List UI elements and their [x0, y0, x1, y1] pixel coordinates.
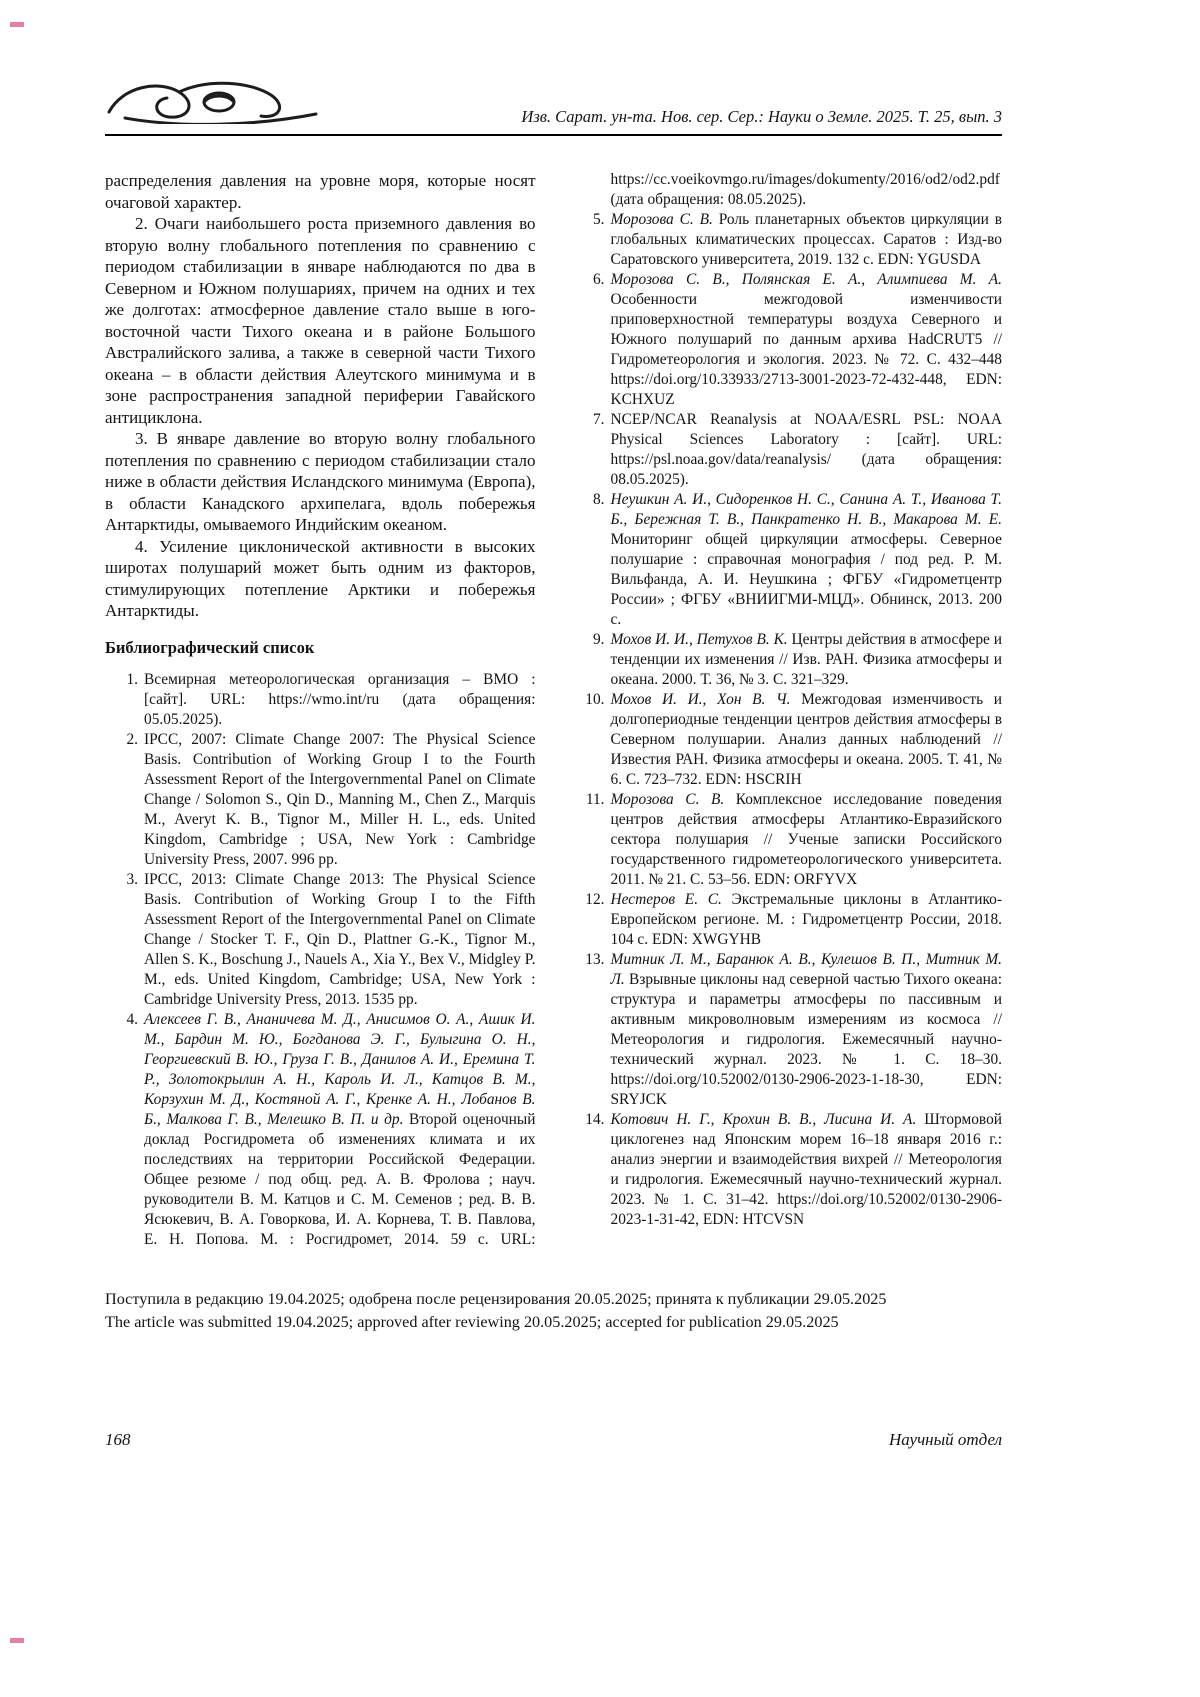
reference-text: IPCC, 2013: Climate Change 2013: The Physical Science Basis. Contribution of Working Group I to the Fifth Assessment Report of the Intergovernmental Panel on Climate Change / Stocker T. F., Qin D., Plattner G.-K., Tignor M., Allen S. K., Boschung J., Nauels A., Xia Y., Bex V., Midgley P. M., eds. United Kingdom, Cambridge; USA, New York : Cambridge University Press, 2013. 1535 pp.: [144, 870, 536, 1008]
body-paragraph: 4. Усиление циклонической активности в высоких широтах полушарий может быть одним из факторов, стимулирующих потепление Арктики и побережья Антарктиды.: [105, 536, 536, 620]
reference-number: 14.: [585, 1111, 605, 1128]
reference-authors: Неушкин А. И., Сидоренков Н. С., Санина А. Т., Иванова Т. Б., Бережная Т. В., Панкратенко Н. В., Макарова М. Е.: [610, 491, 1002, 528]
reference-number: 6.: [592, 271, 605, 288]
ornament-logo-icon: [105, 78, 320, 129]
crop-mark: [10, 22, 24, 27]
reference-text: NCEP/NCAR Reanalysis at NOAA/ESRL PSL: NOAA Physical Sciences Laboratory : [сайт]. URL: https://psl.noaa.gov/data/reanalysis/ (дата обращения: 08.05.2025).: [610, 411, 1002, 488]
reference-number: 8.: [592, 491, 605, 508]
reference-item: [584, 410, 1003, 490]
reference-text: IPCC, 2007: Climate Change 2007: The Physical Science Basis. Contribution of Working Group I to the Fourth Assessment Report of the Intergovernmental Panel on Climate Change / Solomon S., Qin D., Manning M., Chen Z., Marquis M., Averyt K. B., Tignor M., Miller H. L., eds. United Kingdom, Cambridge ; USA, New York : Cambridge University Press, 2007. 996 pp.: [144, 730, 536, 868]
reference-text: Экстремальные циклоны в Атлантико-Европейском регионе. М. : Гидрометцентр России, 2018. 104 с. EDN: XWGYHB: [610, 891, 1002, 948]
reference-item: [584, 630, 1003, 690]
reference-text: Роль планетарных объектов циркуляции в глобальных климатических процессах. Саратов : Изд-во Саратовского университета, 2019. 132 с. EDN: YGUSDA: [610, 211, 1002, 268]
reference-number: 5.: [592, 211, 605, 228]
reference-number: 13.: [585, 951, 605, 968]
submission-dates: [105, 1288, 1002, 1334]
reference-item: [584, 950, 1003, 1110]
journal-citation-line: Изв. Сарат. ун-та. Нов. сер. Сер.: Науки о Земле. 2025. Т. 25, вып. 3: [521, 107, 1002, 126]
reference-text: Комплексное исследование поведения центров действия атмосферы Атлантико-Евразийского сектора полушария // Ученые записки Российского государственного гидрометеорологического университета. 2011. № 21. С. 53–56. EDN: ORFYVX: [610, 791, 1002, 888]
reference-item: [584, 490, 1003, 630]
reference-authors: Морозова С. В.: [610, 791, 736, 808]
bibliography-heading: Библиографический список: [105, 637, 315, 657]
reference-item: [117, 730, 536, 870]
article-body: [105, 170, 1002, 1270]
reference-text: Второй оценочный доклад Росгидромета об изменениях климата и их последствиях на территории Российской Федерации. Общее резюме / под общ. ред. А. В. Фролова ; науч. руководители В. М. Катцов и С. М. Семенов ; ред. В. В. Ясюкевич, В. А. Говоркова, И. А. Корнева, Т. В. Павлова, Е. Н. Попова. М. : Росгидромет, 2014. 59 с. URL: https://cc.voeikovmgo.ru/images/dokumenty/2016/od2/od2.pdf (дата обращения: 08.05.2025).: [144, 171, 1000, 1248]
reference-number: 3.: [126, 870, 138, 888]
reference-number: 9.: [592, 631, 605, 648]
reference-number: 12.: [585, 891, 605, 908]
reference-item: [584, 690, 1003, 790]
reference-text: Межгодовая изменчивость и долгопериодные тенденции центров действия атмосферы в Северном полушарии. Анализ данных наблюдений // Известия РАН. Физика атмосферы и океана. 2005. Т. 41, № 6. С. 723–732. EDN: HSCRIH: [610, 691, 1002, 788]
reference-authors: Нестеров Е. С.: [610, 891, 732, 908]
body-paragraph: 3. В январе давление во вторую волну глобального потепления по сравнению с периодом стабилизации стало ниже в области действия Исландского минимума (Европа), в области Канадского архипелага, вдоль побережья Антарктиды, омываемого Индийским океаном.: [105, 429, 536, 534]
reference-text: Всемирная метеорологическая организация – ВМО : [сайт]. URL: https://wmo.int/ru (дата обращения: 05.05.2025).: [144, 670, 536, 728]
reference-item: [584, 1110, 1003, 1230]
page-header: [105, 78, 1002, 136]
reference-item: [117, 670, 536, 730]
reference-text: Центры действия в атмосфере и тенденции их изменения // Изв. РАН. Физика атмосферы и океана. 2000. Т. 36, № 3. С. 321–329.: [610, 631, 1002, 688]
running-footer: [105, 1430, 1002, 1450]
reference-text: Взрывные циклоны над северной частью Тихого океана: структура и параметры атмосферы по пассивным и активным микроволновым измерениям из космоса // Метеорология и гидрология. Ежемесячный научно-технический журнал. 2023. № 1. С. 18–30. https://doi.org/10.52002/0130-2906-2023-1-18-30, EDN: SRYJCK: [610, 971, 1002, 1108]
reference-number: 10.: [585, 691, 605, 708]
reference-item: [584, 890, 1003, 950]
submission-dates-ru: Поступила в редакцию 19.04.2025; одобрена после рецензирования 20.05.2025; принята к публикации 29.05.2025: [105, 1290, 887, 1308]
section-label: Научный отдел: [888, 1430, 1002, 1449]
body-paragraph: распределения давления на уровне моря, которые носят очаговой характер.: [105, 171, 536, 212]
reference-number: 11.: [585, 791, 605, 808]
reference-authors: Мохов И. И., Петухов В. К.: [610, 631, 792, 648]
reference-item: [584, 790, 1003, 890]
reference-authors: Мохов И. И., Хон В. Ч.: [610, 691, 802, 708]
reference-number: 1.: [126, 670, 138, 688]
reference-authors: Митник Л. М., Баранюк А. В., Кулешов В. П., Митник М. Л.: [610, 951, 1002, 988]
reference-text: Особенности межгодовой изменчивости приповерхностной температуры воздуха Северного и Южного полушарий по данным архива HadCRUT5 // Гидрометеорология и экология. 2023. № 72. С. 432–448 https://doi.org/10.33933/2713-3001-2023-72-432-448, EDN: KCHXUZ: [610, 291, 1002, 408]
reference-number: 7.: [592, 411, 605, 428]
crop-mark: [10, 1638, 24, 1643]
reference-item: [584, 210, 1003, 270]
body-paragraph: 2. Очаги наибольшего роста приземного давления во вторую волну глобального потепления по сравнению с периодом стабилизации в январе наблюдаются по два в Северном и Южном полушариях, причем на одних и тех же долготах: атмосферное давление стало выше в юго-восточной части Тихого океана и в районе Большого Австралийского залива, а также в северной части Тихого океана – в области действия Алеутского минимума и в зоне распространения западной периферии Гавайского антициклона.: [105, 214, 536, 427]
page-number: 168: [105, 1430, 131, 1449]
submission-dates-en: The article was submitted 19.04.2025; approved after reviewing 20.05.2025; accepted for publication 29.05.2025: [105, 1313, 839, 1331]
reference-text: Мониторинг общей циркуляции атмосферы. Северное полушарие : справочная монография / под ред. Р. М. Вильфанда, А. И. Неушкина ; ФГБУ «Гидрометцентр России» ; ФГБУ «ВНИИГМИ-МЦД». Обнинск, 2013. 200 с.: [610, 531, 1002, 628]
reference-number: 4.: [126, 1010, 138, 1028]
content-frame: [105, 78, 1002, 1334]
reference-authors: Алексеев Г. В., Ананичева М. Д., Анисимов О. А., Ашик И. М., Бардин М. Ю., Богданова Э. Г., Булыгина О. Н., Георгиевский В. Ю., Груза Г. В., Данилов А. И., Еремина Т. Р., Золотокрылин А. Н., Кароль И. Л., Катцов В. М., Корзухин М. Д., Костяной А. Г., Кренке А. Н., Лобанов В. Б., Малкова Г. В., Мелешко В. П. и др.: [144, 1010, 536, 1128]
reference-authors: Морозова С. В.: [610, 211, 719, 228]
reference-authors: Морозова С. В., Полянская Е. А., Алимпиева М. А.: [610, 271, 1002, 288]
reference-item: [117, 870, 536, 1010]
reference-number: 2.: [126, 730, 138, 748]
reference-authors: Котович Н. Г., Крохин В. В., Лисина И. А.: [610, 1111, 925, 1128]
reference-text: Штормовой циклогенез над Японским морем 16–18 января 2016 г.: анализ энергии и взаимодействия вихрей // Метеорология и гидрология. Ежемесячный научно-технический журнал. 2023. № 1. С. 31–42. https://doi.org/10.52002/0130-2906-2023-1-31-42, EDN: HTCVSN: [610, 1111, 1002, 1228]
reference-item: [584, 270, 1003, 410]
